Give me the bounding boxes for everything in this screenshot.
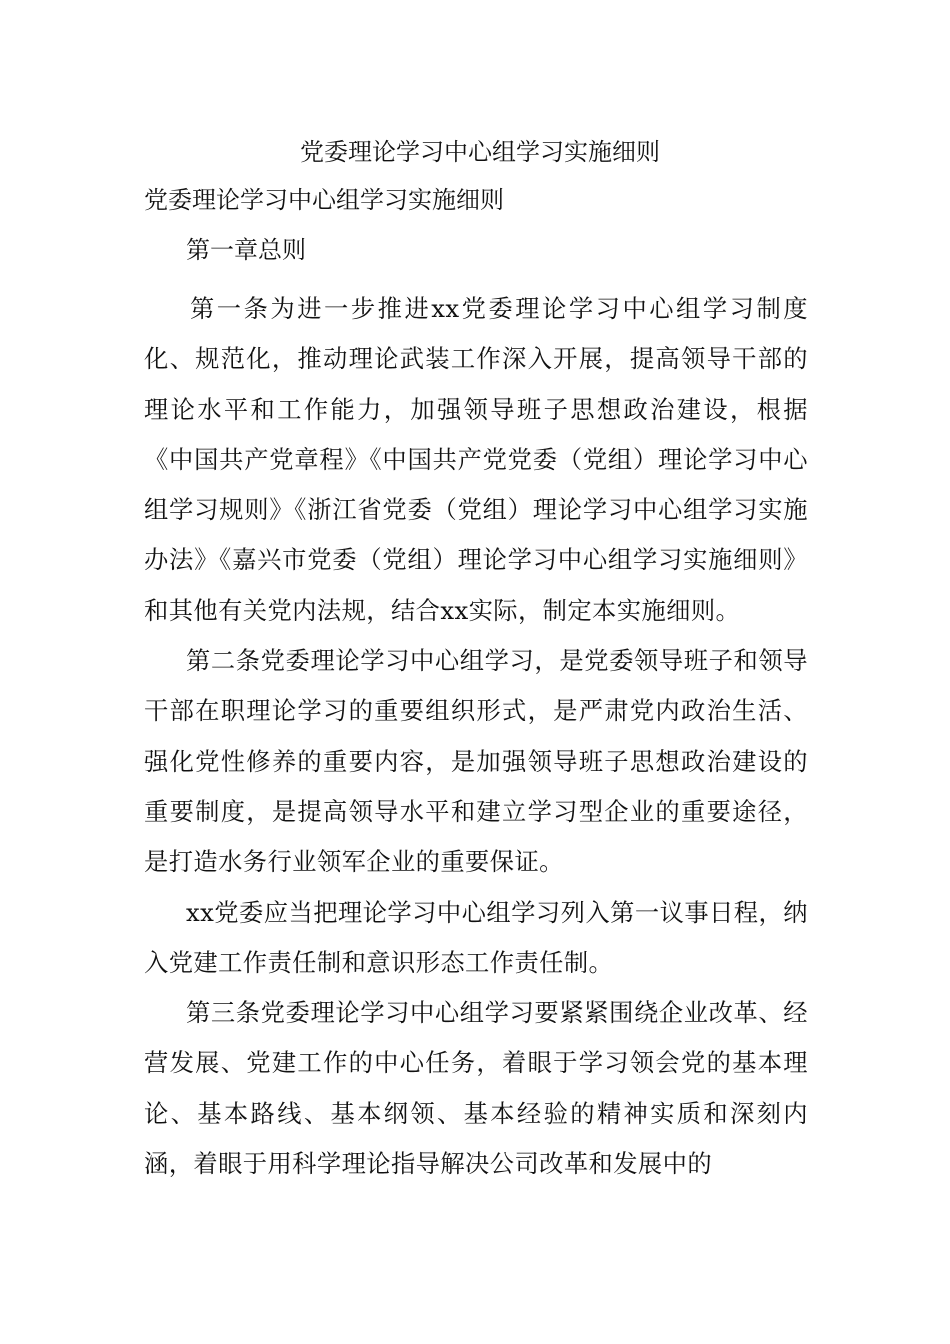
document-title: 党委理论学习中心组学习实施细则 <box>300 138 660 166</box>
paragraph-article-3: 第三条党委理论学习中心组学习要紧紧围绕企业改革、经营发展、党建工作的中心任务，着眼于学习领会党的基本理论、基本路线、基本纲领、基本经验的精神实质和深刻内涵，着眼于用科学理论指导解决公司改革和发展中的 <box>144 998 808 1179</box>
paragraph-article-1: 第一条为进一步推进xx党委理论学习中心组学习制度化、规范化，推动理论武装工作深入开展，提高领导干部的理论水平和工作能力，加强领导班子思想政治建设，根据《中国共产党章程》《中国共产党党委（党组）理论学习中心组学习规则》《浙江省党委（党组）理论学习中心组学习实施办法》《嘉兴市党委（党组）理论学习中心组学习实施细则》和其他有关党内法规，结合xx实际，制定本实施细则。 <box>144 294 808 625</box>
document-subtitle: 党委理论学习中心组学习实施细则 <box>144 186 504 214</box>
paragraph-article-2: 第二条党委理论学习中心组学习，是党委领导班子和领导干部在职理论学习的重要组织形式，是严肃党内政治生活、强化党性修养的重要内容，是加强领导班子思想政治建设的重要制度，是提高领导水平和建立学习型企业的重要途径，是打造水务行业领军企业的重要保证。 <box>144 646 808 877</box>
paragraph-article-2-continued: xx党委应当把理论学习中心组学习列入第一议事日程，纳入党建工作责任制和意识形态工作责任制。 <box>144 897 808 977</box>
document-body <box>144 130 808 1189</box>
chapter-heading: 第一章总则 <box>186 236 306 264</box>
